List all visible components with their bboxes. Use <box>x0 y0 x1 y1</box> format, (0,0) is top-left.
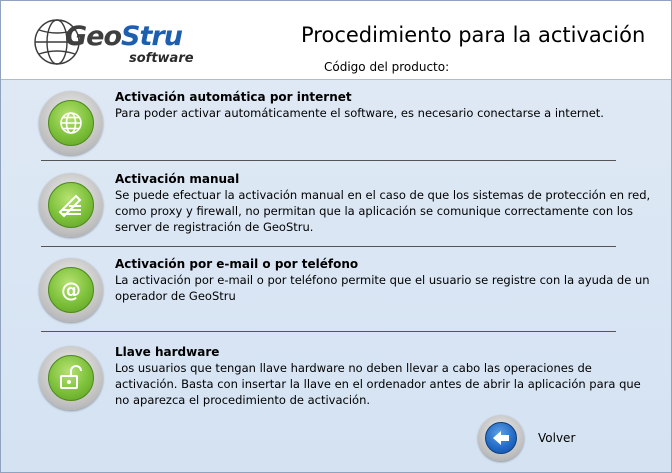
option-title: Activación por e-mail o por teléfono <box>115 257 359 271</box>
pencil-document-icon <box>48 182 94 228</box>
email-phone-activation-button[interactable] <box>39 258 103 322</box>
option-title: Activación manual <box>115 172 240 186</box>
globe-icon <box>48 100 94 146</box>
at-sign-icon <box>48 267 94 313</box>
manual-activation-button[interactable] <box>39 173 103 237</box>
logo-wordmark: GeoStru <box>65 21 182 52</box>
option-description: Se puede efectuar la activación manual en el caso de que los sistemas de protección en red, como proxy y firewall, no permitan que la aplicación se comunique correctamente con los server de registración de GeoStru. <box>115 188 651 234</box>
option-description: Para poder activar automáticamente el software, es necesario conectarse a internet. <box>115 106 604 120</box>
hardware-key-icon <box>48 355 94 401</box>
option-title: Llave hardware <box>115 345 220 359</box>
divider <box>41 160 616 161</box>
logo-subtitle: software <box>129 51 194 66</box>
svg-text:@: @ <box>61 278 81 302</box>
product-code-label: Código del producto: <box>324 60 450 74</box>
back-label[interactable]: Volver <box>538 431 576 445</box>
option-title: Activación automática por internet <box>115 90 352 104</box>
divider <box>41 331 616 332</box>
arrow-left-icon <box>485 422 517 454</box>
back-button[interactable] <box>478 415 524 461</box>
header <box>1 1 671 80</box>
hardware-key-button[interactable] <box>39 346 103 410</box>
divider <box>41 246 616 247</box>
internet-activation-button[interactable] <box>39 91 103 155</box>
option-description: La activación por e-mail o por teléfono permite que el usuario se registre con la ayuda de un operador de GeoStru <box>115 273 650 303</box>
option-description: Los usuarios que tengan llave hardware no deben llevar a cabo las operaciones de activación. Basta con insertar la llave en el ordenador antes de abrir la aplicación para que no aparezca el procedimiento de activación. <box>115 361 641 407</box>
page-title: Procedimiento para la activación <box>301 23 646 47</box>
geostru-logo <box>31 15 201 71</box>
